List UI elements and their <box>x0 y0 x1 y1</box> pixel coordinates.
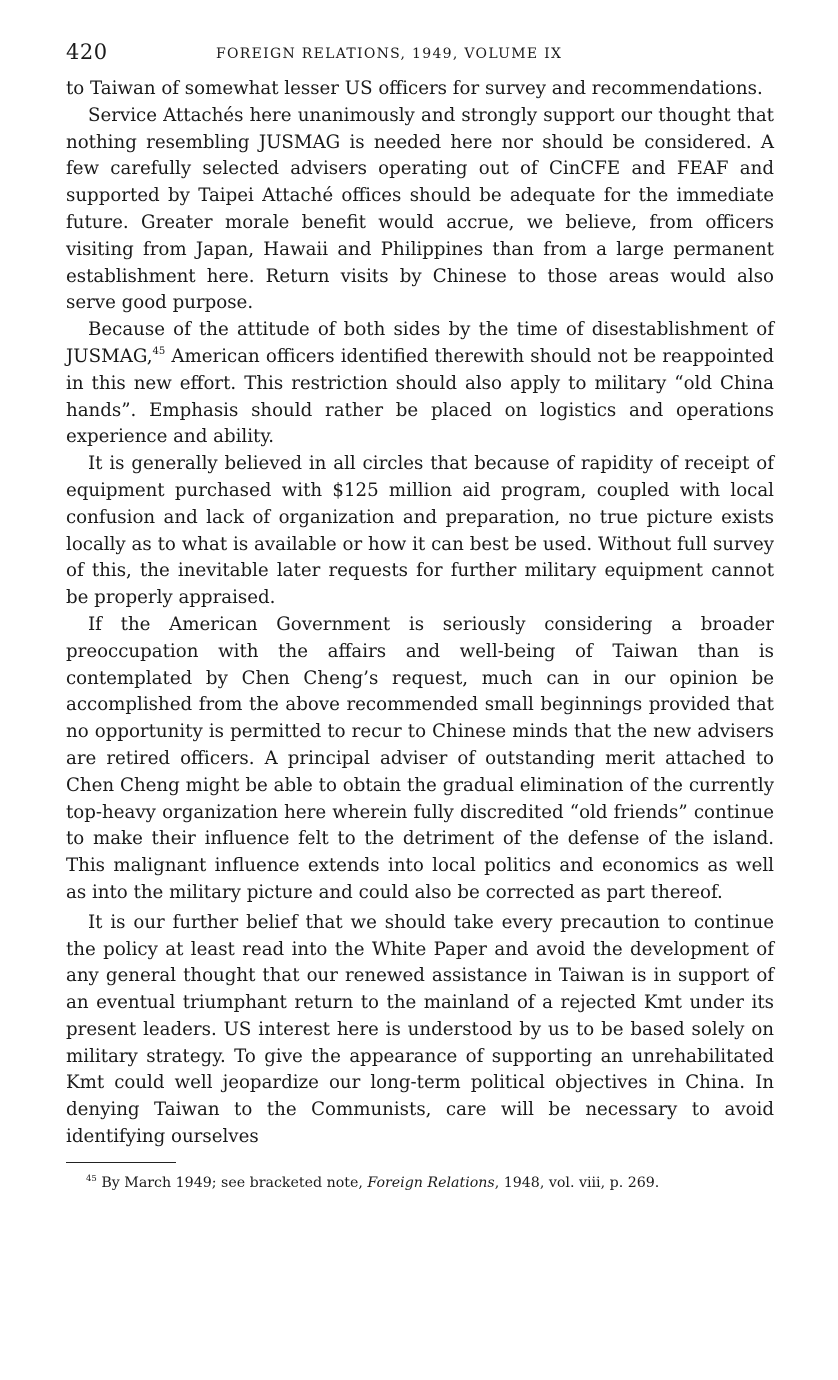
paragraph: It is generally believed in all circles that because of rapidity of receipt of equipment purchased with $125 million aid program, coupled with local confusion and lack of organization and preparation, no true picture exists locally as to what is available or how it can best be used. Without full survey of this, the inevitable later requests for further military equipment cannot be properly appraised. <box>66 453 774 609</box>
footnote-reference[interactable]: 45 <box>152 345 166 357</box>
footnote-divider <box>66 1162 176 1163</box>
footnote-citation-title: Foreign Relations <box>367 1174 495 1191</box>
footnote-text: By March 1949; see bracketed note, <box>96 1174 368 1191</box>
footnote-text: , 1948, vol. viii, p. 269. <box>494 1174 660 1191</box>
paragraph-with-footnote-ref <box>66 317 774 451</box>
footnote <box>66 1173 774 1193</box>
body-text <box>66 76 774 1151</box>
paragraph: It is our further belief that we should take every precaution to continue the policy at least read into the White Paper and avoid the development of any general thought that our renewed assistance in Taiwan is in support of an eventual triumphant return to the mainland of a rejected Kmt under its present leaders. US interest here is understood by us to be based solely on military strategy. To give the appearance of supporting an unrehabilitated Kmt could well jeopardize our long-term political objectives in China. In denying Taiwan to the Communists, care will be necessary to avoid identifying ourselves <box>66 911 774 1148</box>
running-title: FOREIGN RELATIONS, 1949, VOLUME IX <box>216 46 563 62</box>
paragraph: Service Attachés here unanimously and strongly support our thought that nothing resembling JUSMAG is needed here nor should be considered. A few carefully selected advisers operating out of CinCFE and FEAF and supported by Taipei Attaché offices should be adequate for the immediate future. Greater morale benefit would accrue, we believe, from officers visiting from Japan, Hawaii and Philippines than from a large permanent establishment here. Return visits by Chinese to those areas would also serve good purpose. <box>66 104 774 314</box>
running-header <box>66 36 774 76</box>
paragraph: If the American Government is seriously considering a broader preoccupation with the affairs and well-being of Taiwan than is contemplated by Chen Cheng’s request, much can in our opinion be accomplished from the above recommended small beginnings provided that no opportunity is permitted to recur to Chinese minds that the new advisers are retired officers. A principal adviser of outstanding merit attached to Chen Cheng might be able to obtain the gradual elimination of the currently top-heavy organization here wherein fully discredited “old friends” continue to make their influence felt to the detriment of the defense of the island. This malignant influence extends into local politics and economics as well as into the military picture and could also be corrected as part thereof. <box>66 613 774 903</box>
paragraph-text: American officers identified therewith should not be reappointed in this new effort. This restriction should also apply to military “old China hands”. Emphasis should rather be placed on logistics and operations experience and ability. <box>66 345 774 448</box>
footnote-number: 45 <box>86 1173 97 1184</box>
paragraph-continued: to Taiwan of somewhat lesser US officers for survey and recommendations. <box>66 78 763 99</box>
paragraph-text: Because of the attitude of both sides by the time of disestablishment of JUSMAG, <box>66 319 774 367</box>
page-number: 420 <box>66 40 108 64</box>
document-page <box>66 36 774 1193</box>
